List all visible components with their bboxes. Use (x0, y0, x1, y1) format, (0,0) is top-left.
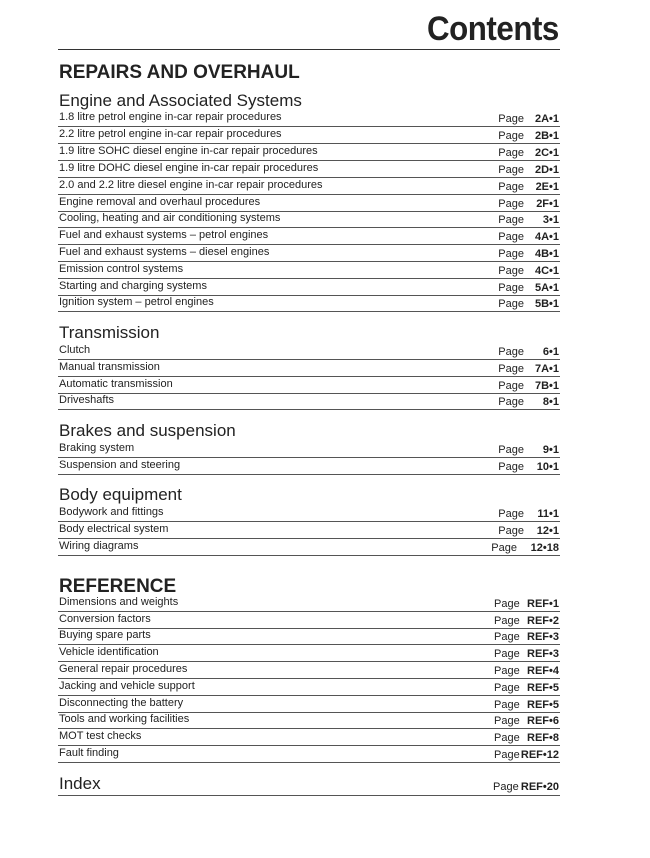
page-word: Page (498, 248, 524, 260)
toc-entry-label: Dimensions and weights (59, 596, 179, 608)
page-number: 2C•1 (534, 147, 559, 159)
toc-entry[interactable] (58, 729, 560, 746)
page-word: Page (498, 214, 524, 226)
toc-entry[interactable] (58, 360, 560, 377)
page-word: Page (494, 715, 520, 727)
page-word: Page (494, 648, 520, 660)
toc-entry-label: Ignition system – petrol engines (59, 296, 214, 308)
toc-entry[interactable] (58, 343, 560, 360)
section-heading-transmission: Transmission (59, 323, 160, 342)
page-number: 4C•1 (534, 265, 559, 277)
page-number: REF•20 (520, 781, 559, 793)
toc-entry-index[interactable] (58, 774, 560, 796)
toc-entry-label: Suspension and steering (59, 459, 181, 471)
page-word: Page (498, 147, 524, 159)
page-word: Page (498, 181, 524, 193)
page-word: Page (498, 444, 524, 456)
page-word: Page (494, 682, 520, 694)
page-word: Page (498, 508, 524, 520)
toc-entry-label: Jacking and vehicle support (59, 680, 195, 692)
page-number: 4B•1 (534, 248, 559, 260)
page-word: Page (494, 631, 520, 643)
page-number: 10•1 (536, 461, 559, 473)
toc-entry[interactable] (58, 441, 560, 458)
toc-entry[interactable] (58, 228, 560, 245)
toc-entry[interactable] (58, 127, 560, 144)
page-word: Page (498, 231, 524, 243)
page-number: 6•1 (542, 346, 559, 358)
page-number: 4A•1 (534, 231, 559, 243)
title-divider (58, 49, 560, 50)
page-number: 9•1 (542, 444, 559, 456)
page-number: REF•5 (527, 699, 559, 711)
page-number: 12•18 (530, 542, 559, 554)
section-heading-body: Body equipment (59, 485, 182, 504)
toc-entry[interactable] (58, 377, 560, 394)
page-number: REF•3 (527, 631, 559, 643)
page-title: Contents (427, 10, 559, 48)
page-word: Page (498, 198, 524, 210)
page-number: REF•8 (527, 732, 559, 744)
toc-entry-label: Fuel and exhaust systems – diesel engines (59, 246, 270, 258)
toc-entry-label: Bodywork and fittings (59, 506, 164, 518)
page-number: 5B•1 (534, 298, 559, 310)
page-number: REF•2 (527, 615, 559, 627)
toc-entry[interactable] (58, 679, 560, 696)
page-word: Page (491, 542, 517, 554)
page-word: Page (494, 598, 520, 610)
page-word: Page (498, 363, 524, 375)
toc-entry[interactable] (58, 262, 560, 279)
toc-entry[interactable] (58, 628, 560, 645)
toc-entry-label: 1.8 litre petrol engine in-car repair procedures (59, 111, 282, 123)
page-word: Page (498, 282, 524, 294)
toc-entry-label: Clutch (59, 344, 91, 356)
page-word: Page (498, 525, 524, 537)
toc-entry[interactable] (58, 245, 560, 262)
page-word: Page (498, 265, 524, 277)
toc-entry[interactable] (58, 295, 560, 312)
page-word: Page (498, 461, 524, 473)
page-word: Page (498, 130, 524, 142)
toc-entry[interactable] (58, 746, 560, 763)
toc-entry-label: Wiring diagrams (59, 540, 139, 552)
toc-entry-label: General repair procedures (59, 663, 188, 675)
toc-entry-label: Driveshafts (59, 394, 115, 406)
page-word: Page (498, 396, 524, 408)
toc-entry-label: Index (59, 774, 101, 793)
page-number: REF•1 (527, 598, 559, 610)
toc-entry[interactable] (58, 161, 560, 178)
page-word: Page (498, 298, 524, 310)
toc-entry[interactable] (58, 696, 560, 713)
page-word: Page (498, 113, 524, 125)
toc-entry[interactable] (58, 110, 560, 127)
page-number: REF•4 (527, 665, 559, 677)
toc-entry-label: 1.9 litre SOHC diesel engine in-car repair procedures (59, 145, 318, 157)
section-heading-brakes: Brakes and suspension (59, 421, 236, 440)
toc-entry[interactable] (58, 505, 560, 522)
toc-entry-label: Buying spare parts (59, 629, 151, 641)
toc-entry[interactable] (58, 279, 560, 296)
page-number: 2F•1 (536, 198, 559, 210)
toc-entry-label: Cooling, heating and air conditioning systems (59, 212, 281, 224)
toc-entry-label: Disconnecting the battery (59, 697, 184, 709)
toc-entry-label: Body electrical system (59, 523, 169, 535)
page-number: 7A•1 (534, 363, 559, 375)
page-word: Page (498, 164, 524, 176)
page-number: 12•1 (536, 525, 559, 537)
page-word: Page (494, 749, 520, 761)
toc-entry[interactable] (58, 178, 560, 195)
toc-entry-label: Fuel and exhaust systems – petrol engines (59, 229, 269, 241)
page-number: 2B•1 (534, 130, 559, 142)
page-number: REF•3 (527, 648, 559, 660)
page-number: 2D•1 (534, 164, 559, 176)
part-heading-reference: REFERENCE (59, 576, 177, 597)
toc-entry[interactable] (58, 458, 560, 475)
page-number: 2E•1 (535, 181, 559, 193)
page-number: 11•1 (537, 508, 559, 520)
toc-entry[interactable] (58, 522, 560, 539)
part-heading-repairs: REPAIRS AND OVERHAUL (59, 62, 300, 83)
toc-entry-label: Fault finding (59, 747, 119, 759)
toc-entry[interactable] (58, 144, 560, 161)
toc-entry[interactable] (58, 539, 560, 556)
page-number: REF•12 (520, 749, 559, 761)
toc-entry[interactable] (58, 662, 560, 679)
page-number: 2A•1 (534, 113, 559, 125)
page-word: Page (494, 699, 520, 711)
toc-entry-label: 1.9 litre DOHC diesel engine in-car repair procedures (59, 162, 319, 174)
toc-entry-label: MOT test checks (59, 730, 142, 742)
section-heading-engine: Engine and Associated Systems (59, 91, 302, 110)
page-number: 5A•1 (534, 282, 559, 294)
page-word: Page (494, 615, 520, 627)
toc-entry-label: Automatic transmission (59, 378, 173, 390)
page-number: 8•1 (542, 396, 559, 408)
page-word: Page (494, 732, 520, 744)
toc-entry[interactable] (58, 211, 560, 228)
page-number: 7B•1 (534, 380, 559, 392)
page-word: Page (498, 380, 524, 392)
toc-entry-label: Emission control systems (59, 263, 184, 275)
toc-entry[interactable] (58, 595, 560, 612)
page-number: 3•1 (542, 214, 559, 226)
toc-entry-label: 2.2 litre petrol engine in-car repair procedures (59, 128, 282, 140)
page-word: Page (498, 346, 524, 358)
toc-entry-label: Manual transmission (59, 361, 160, 373)
page-word: Page (494, 665, 520, 677)
toc-entry[interactable] (58, 393, 560, 410)
page-word: Page (493, 781, 519, 793)
toc-entry[interactable] (58, 195, 560, 212)
toc-entry-label: Starting and charging systems (59, 280, 207, 292)
toc-entry-label: Conversion factors (59, 613, 151, 625)
toc-entry-label: Vehicle identification (59, 646, 159, 658)
toc-entry-label: Braking system (59, 442, 135, 454)
toc-entry-label: Engine removal and overhaul procedures (59, 196, 261, 208)
toc-entry[interactable] (58, 712, 560, 729)
toc-entry-label: Tools and working facilities (59, 713, 190, 725)
page-number: REF•6 (527, 715, 559, 727)
toc-entry[interactable] (58, 645, 560, 662)
toc-entry-label: 2.0 and 2.2 litre diesel engine in-car repair procedures (59, 179, 323, 191)
toc-entry[interactable] (58, 612, 560, 629)
page-number: REF•5 (527, 682, 559, 694)
